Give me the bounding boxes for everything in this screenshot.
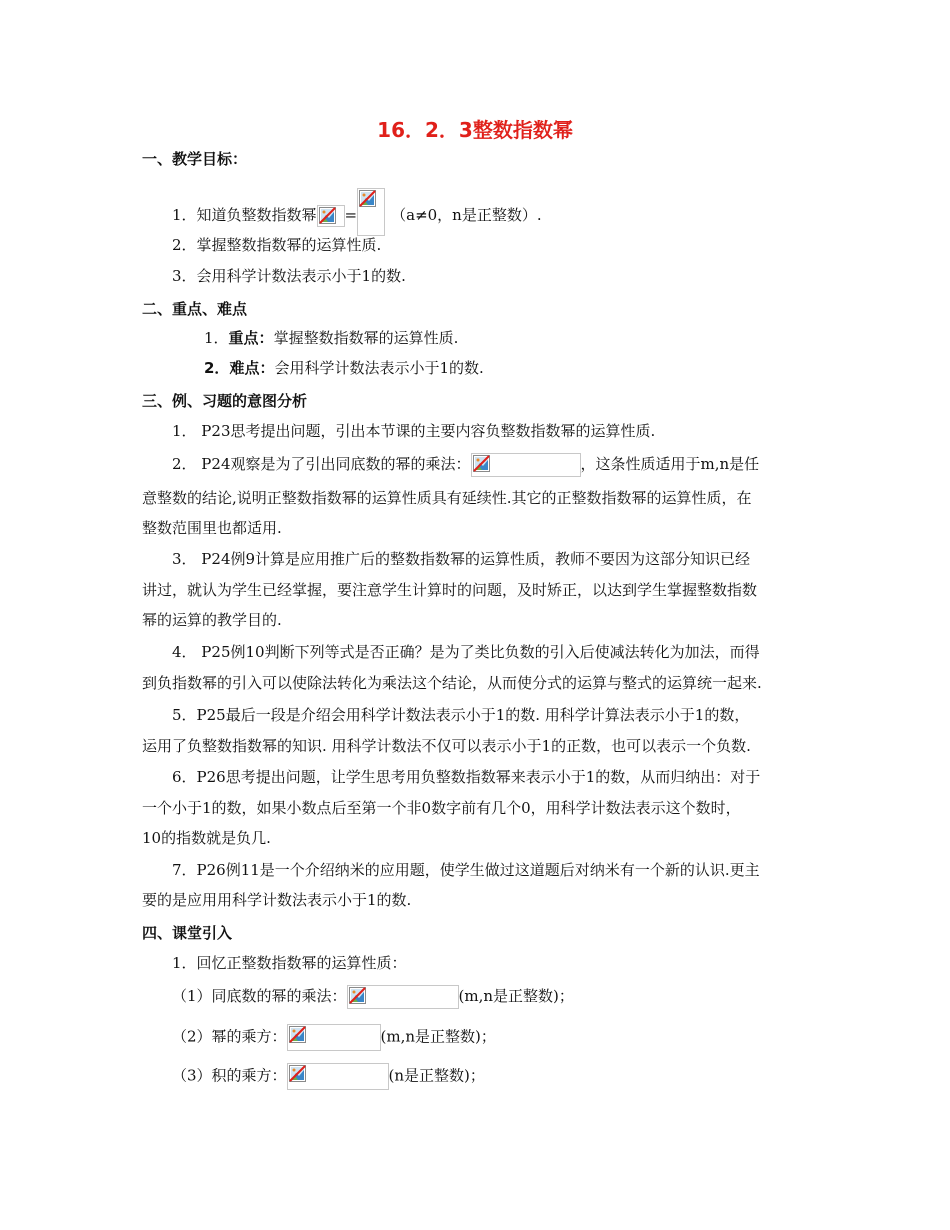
key-point-2-label: 难点： xyxy=(229,359,275,377)
intro-rule-2-condition: (m,n是正整数)； xyxy=(380,1027,496,1046)
analysis-line-2a xyxy=(172,453,759,477)
analysis-line-5a: 5．P25最后一段是介绍会用科学计数法表示小于1的数. 用科学计算法表示小于1的数， xyxy=(172,706,750,724)
analysis-line-6a: 6．P26思考提出问题，让学生思考用负整数指数幂来表示小于1的数，从而归纳出：对于 xyxy=(172,768,761,786)
broken-image-icon xyxy=(473,455,490,472)
analysis-line-4b: 到负指数幂的引入可以使除法转化为乘法这个结论，从而使分式的运算与整式的运算统一起来. xyxy=(142,674,762,692)
image-placeholder-power-product xyxy=(471,453,581,477)
key-point-2 xyxy=(204,358,484,378)
image-placeholder-rule-1 xyxy=(347,985,459,1009)
broken-image-icon xyxy=(319,207,336,224)
objective-item-3: 3．会用科学计数法表示小于1的数. xyxy=(172,267,406,285)
intro-rule-1 xyxy=(172,985,574,1009)
key-point-1 xyxy=(204,328,458,348)
analysis-line-1: 1． P23思考提出问题，引出本节课的主要内容负整数指数幂的运算性质. xyxy=(172,422,656,440)
key-point-1-label: 重点： xyxy=(228,329,274,347)
broken-image-icon xyxy=(289,1026,306,1043)
analysis-line-6b: 一个小于1的数，如果小数点后至第一个非0数字前有几个0，用科学计数法表示这个数时， xyxy=(142,799,741,817)
analysis-line-3a: 3． P24例9计算是应用推广后的整数指数幂的运算性质，教师不要因为这部分知识已经 xyxy=(172,550,751,568)
analysis-line-3b: 讲过，就认为学生已经掌握，要注意学生计算时的问题，及时矫正，以达到学生掌握整数指数 xyxy=(142,581,758,599)
analysis-line-4a: 4． P25例10判断下列等式是否正确？是为了类比负数的引入后使减法转化为加法，而得 xyxy=(172,643,760,661)
analysis-line-5b: 运用了负整数指数幂的知识. 用科学计数法不仅可以表示小于1的正数，也可以表示一个负数. xyxy=(142,737,751,755)
key-point-2-number: 2． xyxy=(204,359,230,377)
intro-rule-1-condition: (m,n是正整数)； xyxy=(458,987,574,1005)
section-heading-objectives: 一、教学目标： xyxy=(142,150,248,168)
equals-sign: = xyxy=(344,206,358,224)
objective-item-1 xyxy=(172,188,542,236)
intro-line-1: 1．回忆正整数指数幂的运算性质： xyxy=(172,954,407,972)
analysis-line-2d: 整数范围里也都适用. xyxy=(142,519,282,537)
intro-rule-2 xyxy=(172,1024,496,1051)
broken-image-icon xyxy=(359,190,376,207)
intro-rule-2-label: （2）幂的乘方： xyxy=(172,1027,287,1046)
broken-image-icon xyxy=(289,1065,306,1082)
image-placeholder-fraction xyxy=(357,188,385,236)
image-placeholder-negative-power xyxy=(317,205,345,227)
analysis-2-text-cont: ，这条性质适用于m,n是任 xyxy=(580,455,760,473)
document-title: 16．2．3整数指数幂 xyxy=(377,118,573,142)
section-heading-intro: 四、课堂引入 xyxy=(142,924,233,942)
image-placeholder-rule-2 xyxy=(287,1024,381,1051)
analysis-line-7a: 7．P26例11是一个介绍纳米的应用题，使学生做过这道题后对纳米有一个新的认识.更主 xyxy=(172,861,760,879)
image-placeholder-rule-3 xyxy=(287,1063,389,1090)
intro-rule-3 xyxy=(172,1063,485,1090)
section-heading-analysis: 三、例、习题的意图分析 xyxy=(142,392,308,410)
broken-image-icon xyxy=(349,987,366,1004)
analysis-line-3c: 幂的运算的教学目的. xyxy=(142,611,282,629)
intro-rule-3-condition: (n是正整数)； xyxy=(388,1066,485,1085)
key-point-1-text: 掌握整数指数幂的运算性质. xyxy=(273,329,459,347)
key-point-2-text: 会用科学计数法表示小于1的数. xyxy=(274,359,484,377)
objective-1-condition: （a≠0，n是正整数）. xyxy=(391,206,542,224)
section-heading-key-points: 二、重点、难点 xyxy=(142,300,248,318)
analysis-line-2c: 意整数的结论,说明正整数指数幂的运算性质具有延续性.其它的正整数指数幂的运算性质，在 xyxy=(142,489,752,507)
analysis-line-6c: 10的指数就是负几. xyxy=(142,829,271,847)
intro-rule-3-label: （3）积的乘方： xyxy=(172,1066,287,1085)
objective-item-2: 2．掌握整数指数幂的运算性质. xyxy=(172,236,382,254)
objective-1-text: 1．知道负整数指数幂 xyxy=(172,206,317,224)
key-point-1-number: 1． xyxy=(204,329,229,347)
analysis-2-text: 2． P24观察是为了引出同底数的幂的乘法： xyxy=(172,455,471,473)
intro-rule-1-label: （1）同底数的幂的乘法： xyxy=(172,987,347,1005)
analysis-line-7b: 要的是应用用科学计数法表示小于1的数. xyxy=(142,891,412,909)
